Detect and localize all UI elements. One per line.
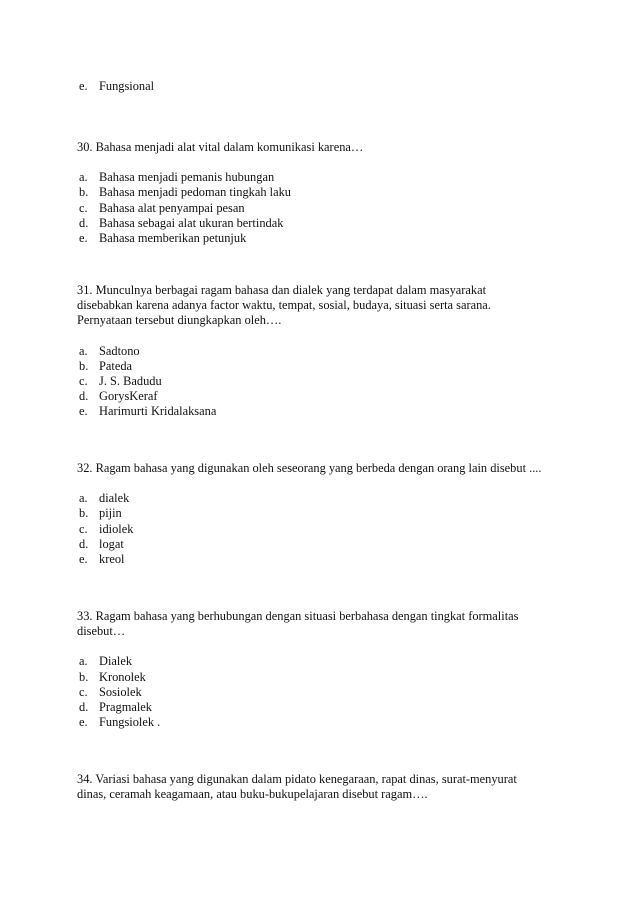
option-letter: d. bbox=[79, 700, 89, 715]
option-letter: a. bbox=[79, 654, 88, 669]
option-text: kreol bbox=[99, 552, 125, 567]
option-d bbox=[77, 700, 577, 715]
question-34 bbox=[77, 772, 577, 802]
option-a bbox=[77, 344, 577, 359]
option-letter: e. bbox=[79, 715, 88, 730]
question-text: 30. Bahasa menjadi alat vital dalam komunikasi karena… bbox=[77, 140, 364, 154]
option-letter: b. bbox=[79, 506, 89, 521]
question-32 bbox=[77, 461, 577, 567]
option-text: idiolek bbox=[99, 521, 134, 536]
option-text: Fungsional bbox=[99, 79, 155, 93]
option-b bbox=[77, 670, 577, 685]
option-letter: d. bbox=[79, 215, 89, 230]
question-31 bbox=[77, 283, 577, 420]
option-text: Kronolek bbox=[99, 669, 146, 684]
option-text: pijin bbox=[99, 506, 122, 521]
question-text: 33. Ragam bahasa yang berhubungan dengan situasi berbahasa dengan tingkat formalitas disebut… bbox=[77, 609, 519, 639]
option-text: Bahasa menjadi pemanis hubungan bbox=[99, 170, 275, 185]
option-d bbox=[77, 537, 577, 552]
option-text: Fungsiolek . bbox=[99, 715, 161, 730]
option-text: Sosiolek bbox=[99, 684, 142, 699]
option-letter: a. bbox=[79, 343, 88, 358]
option-text: Bahasa menjadi pedoman tingkah laku bbox=[99, 185, 292, 200]
options-list bbox=[77, 170, 577, 246]
options-list bbox=[77, 654, 577, 730]
option-letter: e. bbox=[79, 404, 88, 419]
option-text: Pragmalek bbox=[99, 700, 152, 715]
option-letter: e. bbox=[79, 79, 88, 93]
option-a bbox=[77, 170, 577, 185]
option-letter: e. bbox=[79, 552, 88, 567]
question-text: 32. Ragam bahasa yang digunakan oleh seseorang yang berbeda dengan orang lain disebut .... bbox=[77, 461, 542, 475]
option-text: Bahasa alat penyampai pesan bbox=[99, 200, 245, 215]
option-letter: d. bbox=[79, 536, 89, 551]
option-text: Harimurti Kridalaksana bbox=[99, 404, 217, 419]
option-d bbox=[77, 389, 577, 404]
option-text: dialek bbox=[99, 491, 130, 506]
option-b bbox=[77, 506, 577, 521]
option-c bbox=[77, 374, 577, 389]
option-letter: b. bbox=[79, 669, 89, 684]
option-c bbox=[77, 685, 577, 700]
option-c bbox=[77, 522, 577, 537]
option-text: logat bbox=[99, 536, 124, 551]
question-text: 31. Munculnya berbagai ragam bahasa dan dialek yang terdapat dalam masyarakat disebabkan karena adanya factor waktu, tempat, sosial, budaya, situasi serta sarana. Pernyataan tersebut diungkapkan oleh…. bbox=[77, 283, 491, 328]
option-letter: b. bbox=[79, 185, 89, 200]
option-letter: a. bbox=[79, 170, 88, 185]
question-33 bbox=[77, 609, 577, 730]
option-text: GorysKeraf bbox=[99, 389, 158, 404]
option-letter: c. bbox=[79, 521, 88, 536]
question-text: 34. Variasi bahasa yang digunakan dalam pidato kenegaraan, rapat dinas, surat-menyurat dinas, ceramah keagamaan, atau buku-bukupelajaran disebut ragam…. bbox=[77, 772, 517, 802]
option-text: Pateda bbox=[99, 358, 133, 373]
option-text: Bahasa memberikan petunjuk bbox=[99, 231, 247, 246]
option-e bbox=[77, 404, 577, 419]
option-letter: b. bbox=[79, 358, 89, 373]
option-letter: c. bbox=[79, 684, 88, 699]
question-30 bbox=[77, 140, 577, 246]
option-d bbox=[77, 216, 577, 231]
option-e bbox=[77, 715, 577, 730]
option-letter: a. bbox=[79, 491, 88, 506]
option-letter: c. bbox=[79, 374, 88, 389]
option-text: Bahasa sebagai alat ukuran bertindak bbox=[99, 215, 284, 230]
options-list bbox=[77, 344, 577, 420]
option-e bbox=[77, 79, 577, 94]
option-a bbox=[77, 491, 577, 506]
option-letter: d. bbox=[79, 389, 89, 404]
option-letter: e. bbox=[79, 231, 88, 246]
top-option-block bbox=[77, 79, 577, 94]
option-a bbox=[77, 654, 577, 669]
option-e bbox=[77, 552, 577, 567]
options-list bbox=[77, 491, 577, 567]
option-text: Dialek bbox=[99, 654, 133, 669]
option-letter: c. bbox=[79, 200, 88, 215]
option-c bbox=[77, 201, 577, 216]
option-b bbox=[77, 359, 577, 374]
option-text: Sadtono bbox=[99, 343, 140, 358]
option-e bbox=[77, 231, 577, 246]
option-text: J. S. Badudu bbox=[99, 374, 162, 389]
option-b bbox=[77, 185, 577, 200]
